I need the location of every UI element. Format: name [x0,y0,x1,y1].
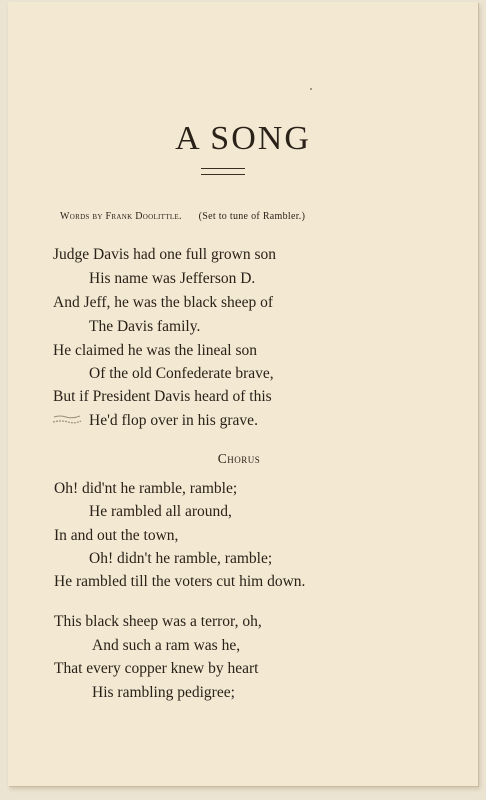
byline [60,211,305,222]
chorus-line-1: Oh! did'nt he ramble, ramble; [54,480,238,497]
byline-author: Words by Frank Doolittle. [60,211,182,222]
verse2-line-2: And such a ram was he, [92,637,241,654]
verse2-line-3: That every copper knew by heart [54,660,259,677]
chorus-heading: Chorus [217,451,261,466]
verse2-line-1: This black sheep was a terror, oh, [54,613,262,630]
verse1-line-5: He claimed he was the lineal son [53,342,258,359]
song-sheet-page [8,2,478,786]
chorus-line-4: Oh! didn't he ramble, ramble; [89,550,273,567]
byline-tune: (Set to tune of Rambler.) [198,211,306,222]
verse1-line-3: And Jeff, he was the black sheep of [53,294,274,311]
song-title: A SONG [175,120,311,157]
chorus-line-3: In and out the town, [54,527,179,544]
paper-speck [310,88,312,90]
verse1-line-1: Judge Davis had one full grown son [53,246,276,263]
ink-smudge [52,412,82,426]
chorus-line-2: He rambled all around, [89,503,232,520]
verse2-line-4: His rambling pedigree; [92,684,235,701]
verse1-line-2: His name was Jefferson D. [89,270,256,287]
title-double-rule [201,168,245,175]
verse1-line-8: He'd flop over in his grave. [89,412,258,429]
verse1-line-6: Of the old Confederate brave, [89,365,274,382]
verse1-line-7: But if President Davis heard of this [53,388,272,405]
verse1-line-4: The Davis family. [89,318,201,335]
chorus-line-5: He rambled till the voters cut him down. [54,573,306,590]
